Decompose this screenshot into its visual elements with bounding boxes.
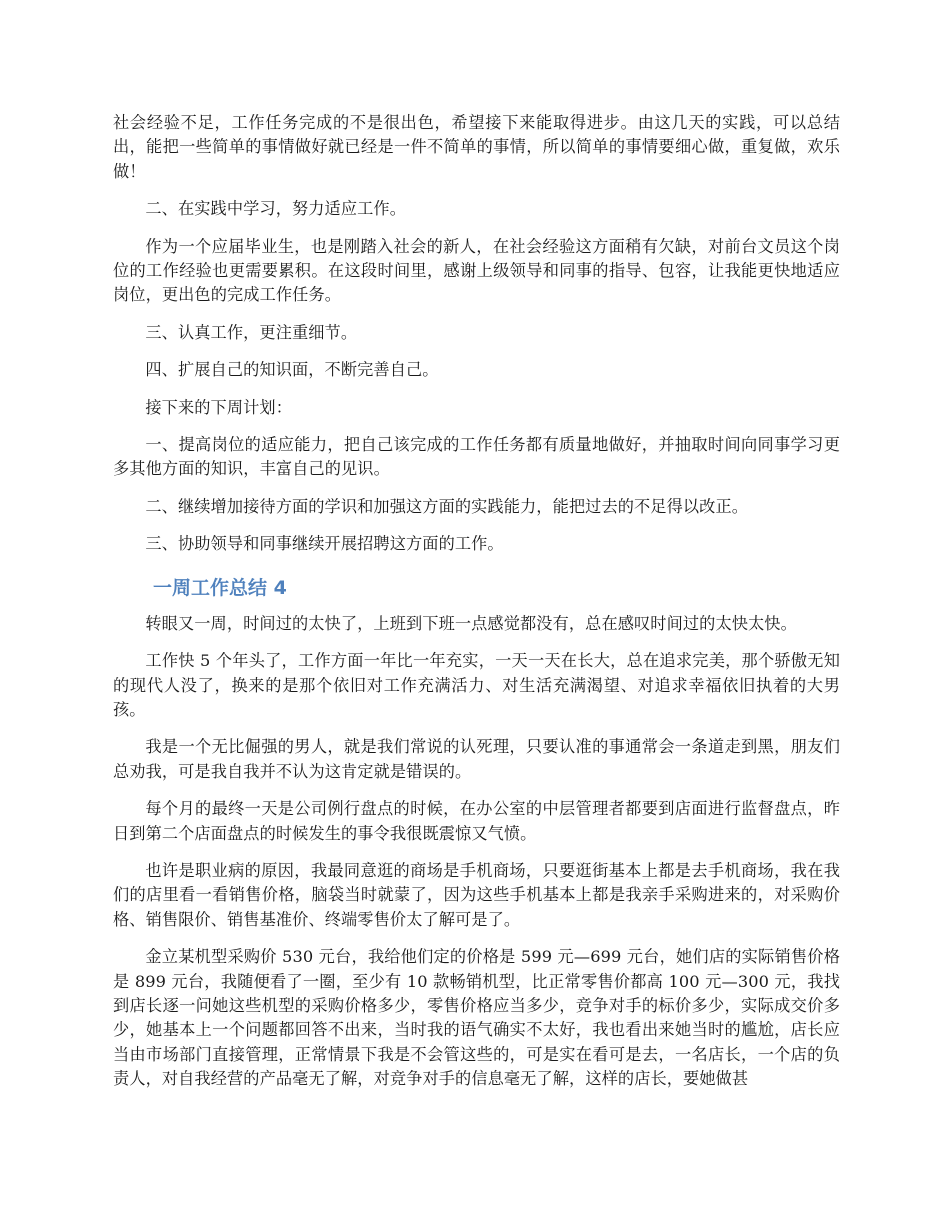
paragraph: 工作快 5 个年头了，工作方面一年比一年充实，一天一天在长大，总在追求完美，那个骄傲无知的现代人没了，换来的是那个依旧对工作充满活力、对生活充满渴望、对追求幸福依旧执着的大男孩。: [113, 651, 840, 719]
paragraph: 作为一个应届毕业生，也是刚踏入社会的新人，在社会经验这方面稍有欠缺，对前台文员这个岗位的工作经验也更需要累积。在这段时间里，感谢上级领导和同事的指导、包容，让我能更快地适应岗位，更出色的完成工作任务。: [113, 236, 840, 305]
paragraph: 也许是职业病的原因，我最同意逛的商场是手机商场，只要逛街基本上都是去手机商场，我在我们的店里看一看销售价格，脑袋当时就蒙了，因为这些手机基本上都是我亲手采购进来的，对采购价格、销售限价、销售基准价、终端零售价太了解可是了。: [113, 860, 840, 929]
body-text-top: [113, 111, 840, 557]
paragraph: 每个月的最终一天是公司例行盘点的时候，在办公室的中层管理者都要到店面进行监督盘点，昨日到第二个店面盘点的时候发生的事令我很既震惊又气愤。: [113, 799, 840, 843]
paragraph: 社会经验不足，工作任务完成的不是很出色，希望接下来能取得进步。由这几天的实践，可以总结出，能把一些简单的事情做好就已经是一件不简单的事情，所以简单的事情要细心做，重复做，欢乐做！: [113, 113, 840, 181]
paragraph: 三、协助领导和同事继续开展招聘这方面的工作。: [145, 534, 504, 554]
section-heading: 一周工作总结 4: [153, 576, 287, 599]
body-text-bottom: [113, 612, 840, 1092]
paragraph: 三、认真工作，更注重细节。: [145, 322, 358, 342]
paragraph: 我是一个无比倔强的男人，就是我们常说的认死理，只要认准的事通常会一条道走到黑，朋友们总劝我，可是我自我并不认为这肯定就是错误的。: [113, 737, 840, 781]
paragraph: 四、扩展自己的知识面，不断完善自己。: [145, 360, 439, 380]
paragraph: 二、继续增加接待方面的学识和加强这方面的实践能力，能把过去的不足得以改正。: [145, 496, 749, 516]
document-page: [113, 111, 840, 1105]
paragraph: 二、在实践中学习，努力适应工作。: [145, 199, 406, 219]
paragraph: 一、提高岗位的适应能力，把自己该完成的工作任务都有质量地做好，并抽取时间向同事学习更多其他方面的知识，丰富自己的见识。: [113, 435, 840, 479]
paragraph: 接下来的下周计划：: [145, 397, 292, 417]
paragraph: 转眼又一周，时间过的太快了，上班到下班一点感觉都没有，总在感叹时间过的太快太快。: [145, 613, 797, 633]
paragraph: 金立某机型采购价 530 元台，我给他们定的价格是 599 元—699 元台，她们店的实际销售价格是 899 元台，我随便看了一圈，至少有 10 款畅销机型，比正常零售价都高 100 元—300 元，我找到店长逐一问她这些机型的采购价格多少，零售价格应当多少，竞争对手的标价多少，实际成交价多少，她基本上一个问题都回答不出来，当时我的语气确实不太好，我也看出来她当时的尴尬，店长应当由市场部门直接管理，正常情景下我是不会管这些的，可是实在看可是去，一名店长，一个店的负责人，对自我经营的产品毫无了解，对竞争对手的信息毫无了解，这样的店长，要她做甚: [113, 947, 840, 1089]
